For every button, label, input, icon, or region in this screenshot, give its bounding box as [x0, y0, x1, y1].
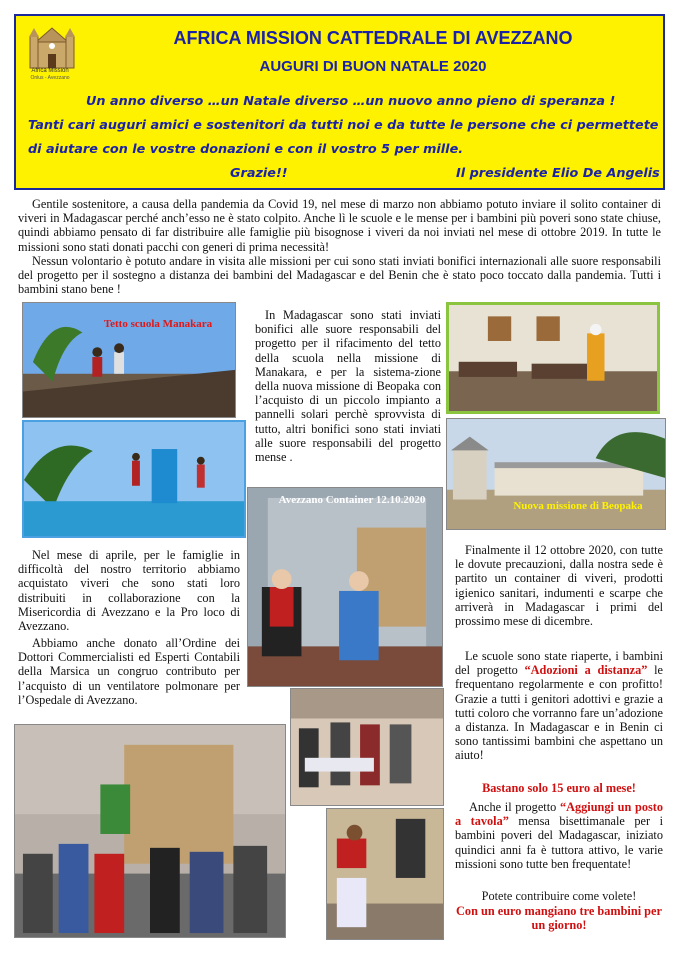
- schools-paragraph: [455, 649, 663, 763]
- header-line-1: Un anno diverso …un Natale diverso …un nuovo anno pieno di speranza !: [86, 94, 616, 109]
- photo-caption-beopaka: Nuova missione di Beopaka: [513, 500, 643, 512]
- left-paragraph-2: Abbiamo anche donato all’Ordine dei Dottori Commercialisti ed Esperti Contabili della Marsica un congruo contributo per l’acquisto di un ventilatore polmonare per l’Ospedale di Avezzano.: [18, 636, 240, 707]
- header-banner: [14, 14, 665, 190]
- photo-beopaka-mission: [446, 418, 666, 530]
- mensa-text-b: mensa bisettimanale per i bambini poveri del Madagascar, iniziato quindici anni fa è tuttora attivo, le varie missioni sono tutte ben frequentate!: [455, 814, 663, 871]
- left-paragraph-1: Nel mese di aprile, per le famiglie in difficoltà del nostro territorio abbiamo acquistato viveri che sono stati loro distribuiti in collaborazione con la Misericordia di Avezzano e la Pro loco di Avezzano.: [18, 548, 240, 634]
- photo-caption-container: Avezzano Container 12.10.2020: [278, 494, 426, 506]
- page-title: AFRICA MISSION CATTEDRALE DI AVEZZANO: [173, 28, 573, 48]
- aggiungi-project-name: “Aggiungi un posto a tavola”: [455, 800, 664, 829]
- schools-text-b: le frequentano regolarmente e con profitto! Grazie a tutti i genitori adottivi e grazie a tutti coloro che vorranno fare un’adozione a distanza. In Madagascar e in Benin ci sono tantissimi bambini che aspettano un aiuto!: [455, 663, 664, 763]
- photo-manakara-roof-2: [22, 420, 246, 538]
- bastano-highlight: Bastano solo 15 euro al mese!: [482, 781, 636, 795]
- closing-highlight: Con un euro mangiano tre bambini per un giorno!: [456, 904, 662, 933]
- contribute-line: Potete contribuire come volete!: [481, 889, 637, 903]
- header-thanks: Grazie!!: [230, 166, 288, 181]
- photo-group-indoor: [290, 688, 444, 806]
- photo-volunteers-boxes: [14, 724, 286, 938]
- photo-kids-eating: [326, 808, 444, 940]
- header-line-2: Tanti cari auguri amici e sostenitori da tutti noi e da tutte le persone che ci permettete: [28, 118, 659, 133]
- photo-caption-manakara: Tetto scuola Manakara: [103, 318, 213, 330]
- intro-paragraph-2: Nessun volontario è potuto andare in visita alle missioni per cui sono stati inviati bonifici internazionali alle suore responsabili del progetto per il sostegno a distanza dei bambini del Madagascar e del Benin che è stato poco toccato dalla pandemia. Tutti i bambini stano bene !: [18, 254, 661, 297]
- page-subtitle: AUGURI DI BUON NATALE 2020: [259, 58, 487, 75]
- container-text: Finalmente il 12 ottobre 2020, con tutte le dovute precauzioni, dalla nostra sede è partito un container di viveri, prodotti igienico sanitari, indumenti e scarpe che arriverà in Madagascar i primi del prossimo mese di dicembre.: [455, 543, 663, 629]
- photo-classroom: [446, 302, 660, 414]
- header-signature: Il presidente Elio De Angelis: [456, 166, 660, 181]
- header-line-3: di aiutare con le vostre donazioni e con il vostro 5 per mille.: [28, 142, 464, 157]
- mensa-paragraph: [455, 800, 663, 871]
- logo-subcaption: Onlus - Avezzano: [30, 75, 70, 81]
- schools-text-a: Le scuole sono state riaperte, i bambini del progetto: [455, 649, 663, 678]
- photo-container-group: [247, 487, 443, 687]
- adozioni-project-name: “Adozioni a distanza”: [524, 663, 648, 678]
- logo-caption: Africa Mission: [31, 68, 69, 74]
- mensa-text-a: Anche il progetto: [469, 800, 557, 814]
- madagascar-text: In Madagascar sono stati inviati bonifici alle suore responsabili del progetto per il rifacimento del tetto della scuola nella missione di Manakara, e per la sistema-zione della nuova missione di Beopaka con l’acquisto di un piccolo impianto a pannelli solari perchè sprovvista di tutto, altri bonifici sono stati inviati alle suore responsabili del progetto mense .: [255, 308, 441, 465]
- intro-paragraph-1: Gentile sostenitore, a causa della pandemia da Covid 19, nel mese di marzo non abbiamo potuto inviare il solito container di viveri in Madagascar perché anch’esso ne è stato colpito. Anche lì le scuole e le mense per i bambini più poveri sono state chiuse, quindi abbiamo pensato di far distribuire alle famiglie più bisognose i viveri da noi inviati nel mese di ottobre 2019. In tutte le missioni sono stati donati pacchi con generi di prima necessità!: [18, 197, 661, 254]
